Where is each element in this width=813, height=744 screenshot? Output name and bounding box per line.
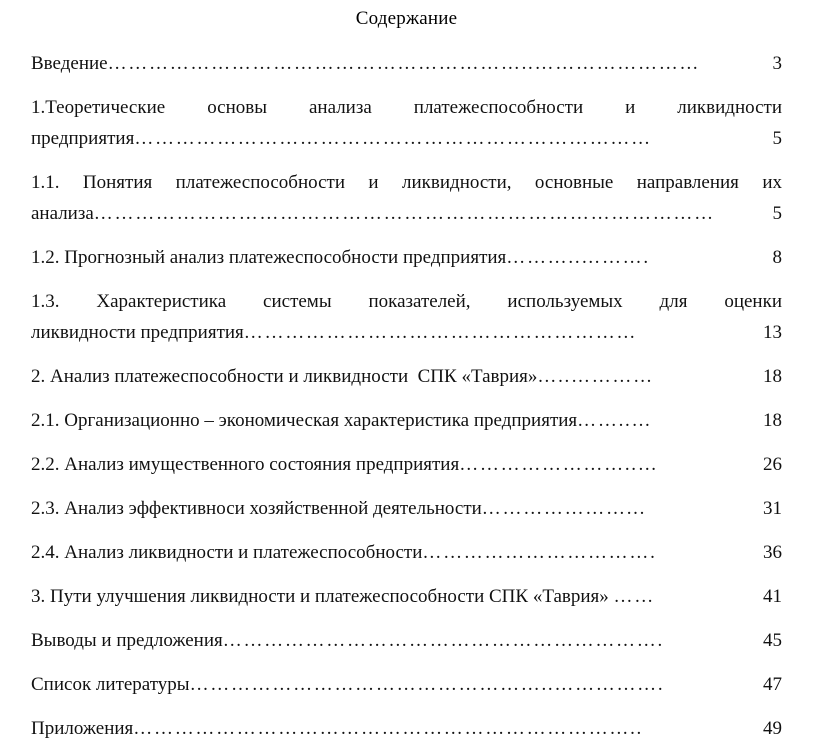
toc-page-number: 13 <box>763 322 782 343</box>
toc-leader-line <box>31 123 782 154</box>
toc-entry-label: 1.2. Прогнозный анализ платежеспособности предприятия <box>31 247 507 268</box>
toc-entry-head: 1.3. Характеристика системы показателей, используемых для оценки <box>31 291 782 312</box>
toc-page-number: 5 <box>772 128 782 149</box>
toc-dot-leader: …..………… <box>537 366 654 387</box>
toc-dot-leader: ………………………………………………………………… <box>134 128 652 149</box>
toc-entry[interactable] <box>31 242 782 273</box>
toc-dot-leader: ……………………..… <box>459 454 659 475</box>
toc-entry-label: 2.4. Анализ ликвидности и платежеспособности <box>31 542 423 563</box>
toc-entry-label: 3. Пути улучшения ликвидности и платежеспособности СПК «Таврия» <box>31 586 614 607</box>
toc-dot-leader: ………..………. <box>506 247 650 268</box>
toc-leader-line <box>31 317 782 348</box>
toc-entry-label: 2.1. Организационно – экономическая характеристика предприятия <box>31 410 578 431</box>
toc-page-number: 18 <box>763 366 782 387</box>
toc-leader-line <box>31 48 782 79</box>
toc-entry[interactable] <box>31 669 782 700</box>
toc-dot-leader: ……………………………………………………..…………………… <box>107 53 701 74</box>
toc-page-number: 3 <box>772 53 782 74</box>
toc-dot-leader: …… <box>613 586 655 607</box>
toc-entry[interactable] <box>31 361 782 392</box>
toc-dot-leader: ……………………………………………………………………………… <box>93 203 715 224</box>
toc-entry[interactable] <box>31 92 782 154</box>
toc-entry-label: Список литературы <box>31 674 190 695</box>
toc-leader-line <box>31 625 782 656</box>
toc-dot-leader: …………………... <box>481 498 647 519</box>
toc-entry[interactable] <box>31 713 782 744</box>
toc-entry-label: 2.3. Анализ эффективноси хозяйственной деятельности <box>31 498 482 519</box>
toc-leader-line <box>31 242 782 273</box>
toc-leader-line <box>31 361 782 392</box>
toc-entry-label: анализа <box>31 203 94 224</box>
toc-entry-label: предприятия <box>31 128 135 149</box>
toc-entry[interactable] <box>31 167 782 229</box>
toc-page-number: 36 <box>763 542 782 563</box>
toc-entry-label: Приложения <box>31 718 134 739</box>
toc-page-number: 26 <box>763 454 782 475</box>
toc-page-number: 18 <box>763 410 782 431</box>
toc-leader-line <box>31 713 782 744</box>
toc-leader-line <box>31 449 782 480</box>
toc-entry-label: Введение <box>31 53 108 74</box>
toc-dot-leader: ……………………………. <box>422 542 657 563</box>
toc-page-number: 45 <box>763 630 782 651</box>
toc-dot-leader: ……………………………………………..……………. <box>189 674 665 695</box>
toc-entry-label: ликвидности предприятия <box>31 322 244 343</box>
table-of-contents <box>31 48 782 744</box>
toc-entry-label: 2.2. Анализ имущественного состояния предприятия <box>31 454 460 475</box>
page-title: Содержание <box>355 8 458 29</box>
toc-entry[interactable] <box>31 48 782 79</box>
toc-leader-line <box>31 493 782 524</box>
toc-entry-head: 1.1. Понятия платежеспособности и ликвидности, основные направления их <box>31 172 782 193</box>
toc-entry[interactable] <box>31 625 782 656</box>
toc-page-number: 41 <box>763 586 782 607</box>
toc-leader-line <box>31 669 782 700</box>
toc-entry[interactable] <box>31 493 782 524</box>
toc-entry-label: Выводы и предложения <box>31 630 223 651</box>
toc-entry[interactable] <box>31 286 782 348</box>
toc-leader-line <box>31 581 782 612</box>
toc-dot-leader: ……..… <box>577 410 653 431</box>
toc-entry[interactable] <box>31 449 782 480</box>
toc-entry[interactable] <box>31 537 782 568</box>
toc-entry[interactable] <box>31 581 782 612</box>
toc-page-number: 49 <box>763 718 782 739</box>
toc-entry-label: 2. Анализ платежеспособности и ликвидности СПК «Таврия» <box>31 366 538 387</box>
toc-page-number: 31 <box>763 498 782 519</box>
toc-leader-line <box>31 537 782 568</box>
toc-page-number: 47 <box>763 674 782 695</box>
toc-leader-line <box>31 198 782 229</box>
toc-page-number: 8 <box>772 247 782 268</box>
toc-dot-leader: ………………………………………………………. <box>222 630 664 651</box>
toc-page-number: 5 <box>772 203 782 224</box>
toc-leader-line <box>31 405 782 436</box>
toc-dot-leader: ……………………………………………………………….. <box>133 718 643 739</box>
toc-entry[interactable] <box>31 405 782 436</box>
toc-entry-head: 1.Теоретические основы анализа платежеспособности и ликвидности <box>31 97 782 118</box>
toc-dot-leader: ………………………………………………… <box>243 322 638 343</box>
